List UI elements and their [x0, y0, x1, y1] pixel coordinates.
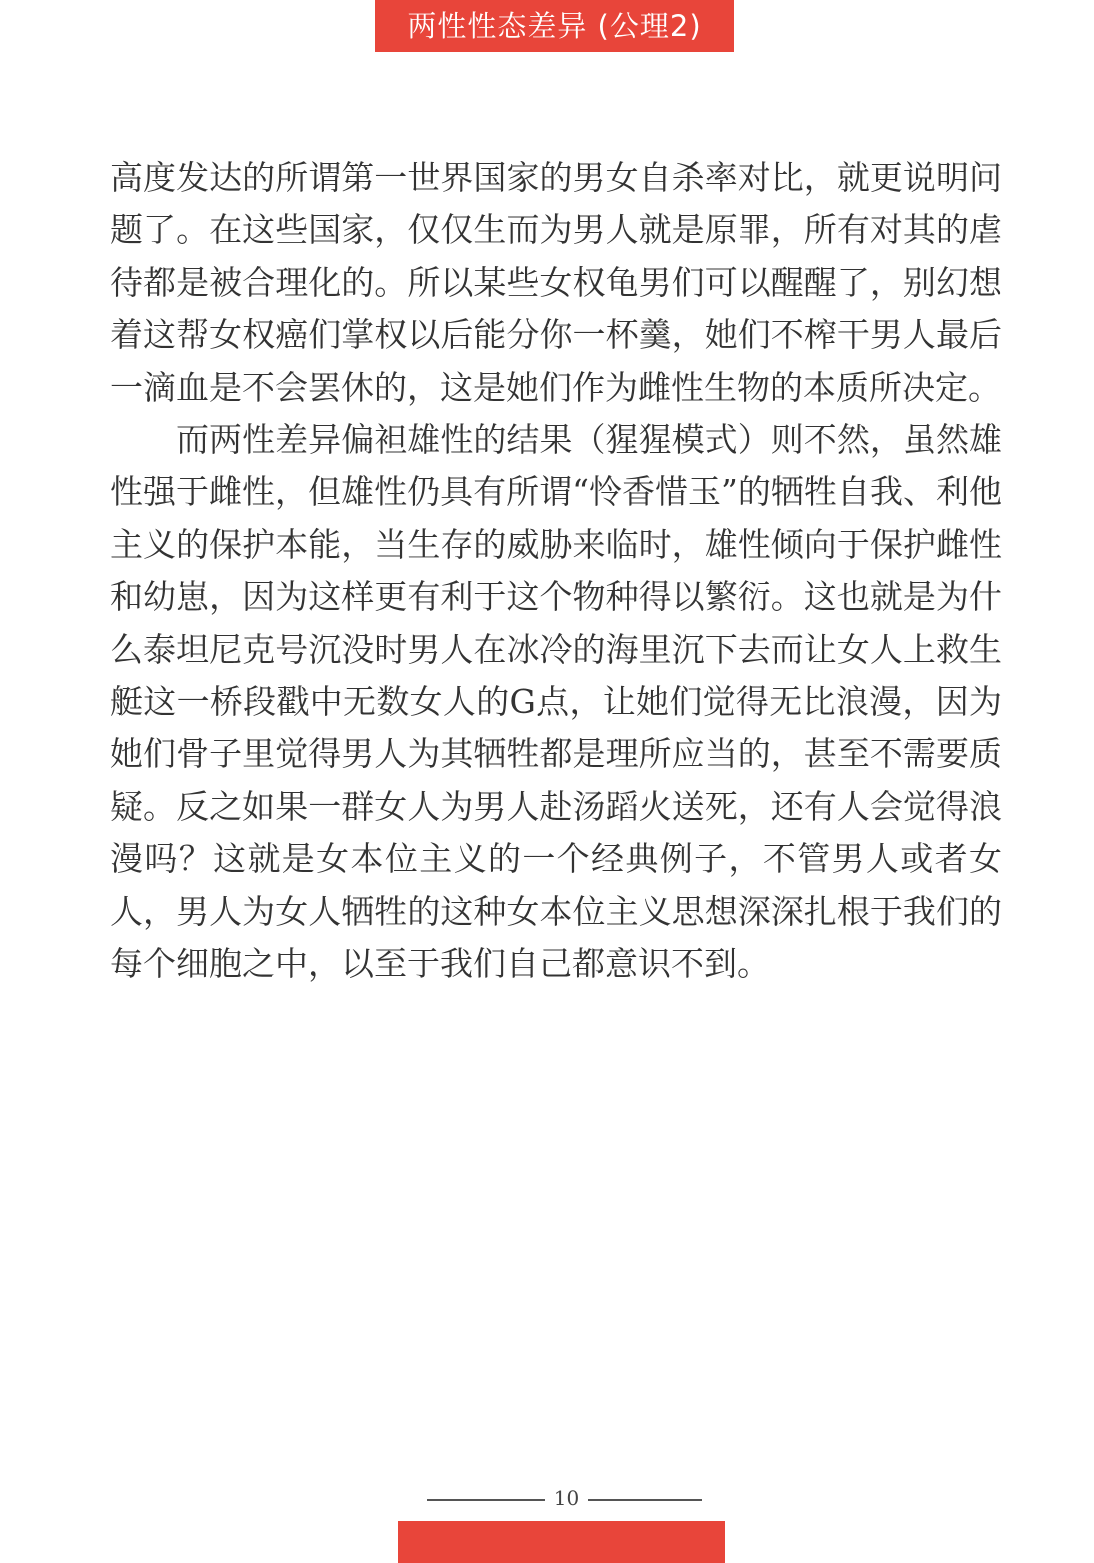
- footer-bar: [398, 1521, 725, 1563]
- footer-rule-right: [588, 1499, 702, 1501]
- page-number: 10: [553, 1486, 580, 1510]
- chapter-title-banner: [375, 0, 734, 52]
- body-text: [110, 152, 1002, 991]
- paragraph-1: 高度发达的所谓第一世界国家的男女自杀率对比，就更说明问题了。在这些国家，仅仅生而为男人就是原罪，所有对其的虐待都是被合理化的。所以某些女权龟男们可以醒醒了，别幻想着这帮女权癌们掌权以后能分你一杯羹，她们不榨干男人最后一滴血是不会罢休的，这是她们作为雌性生物的本质所决定。: [110, 158, 1002, 407]
- chapter-title: 两性性态差异 (公理2): [407, 9, 702, 43]
- footer-rule-left: [427, 1499, 545, 1501]
- paragraph-2: 而两性差异偏袒雄性的结果（猩猩模式）则不然，虽然雄性强于雌性，但雄性仍具有所谓“怜香惜玉”的牺牲自我、利他主义的保护本能，当生存的威胁来临时，雄性倾向于保护雌性和幼崽，因为这样更有利于这个物种得以繁衍。这也就是为什么泰坦尼克号沉没时男人在冰冷的海里沉下去而让女人上救生艇这一桥段戳中无数女人的G点，让她们觉得无比浪漫，因为她们骨子里觉得男人为其牺牲都是理所应当的，甚至不需要质疑。反之如果一群女人为男人赴汤蹈火送死，还有人会觉得浪漫吗？这就是女本位主义的一个经典例子，不管男人或者女人，男人为女人牺牲的这种女本位主义思想深深扎根于我们的每个细胞之中，以至于我们自己都意识不到。: [110, 420, 1002, 984]
